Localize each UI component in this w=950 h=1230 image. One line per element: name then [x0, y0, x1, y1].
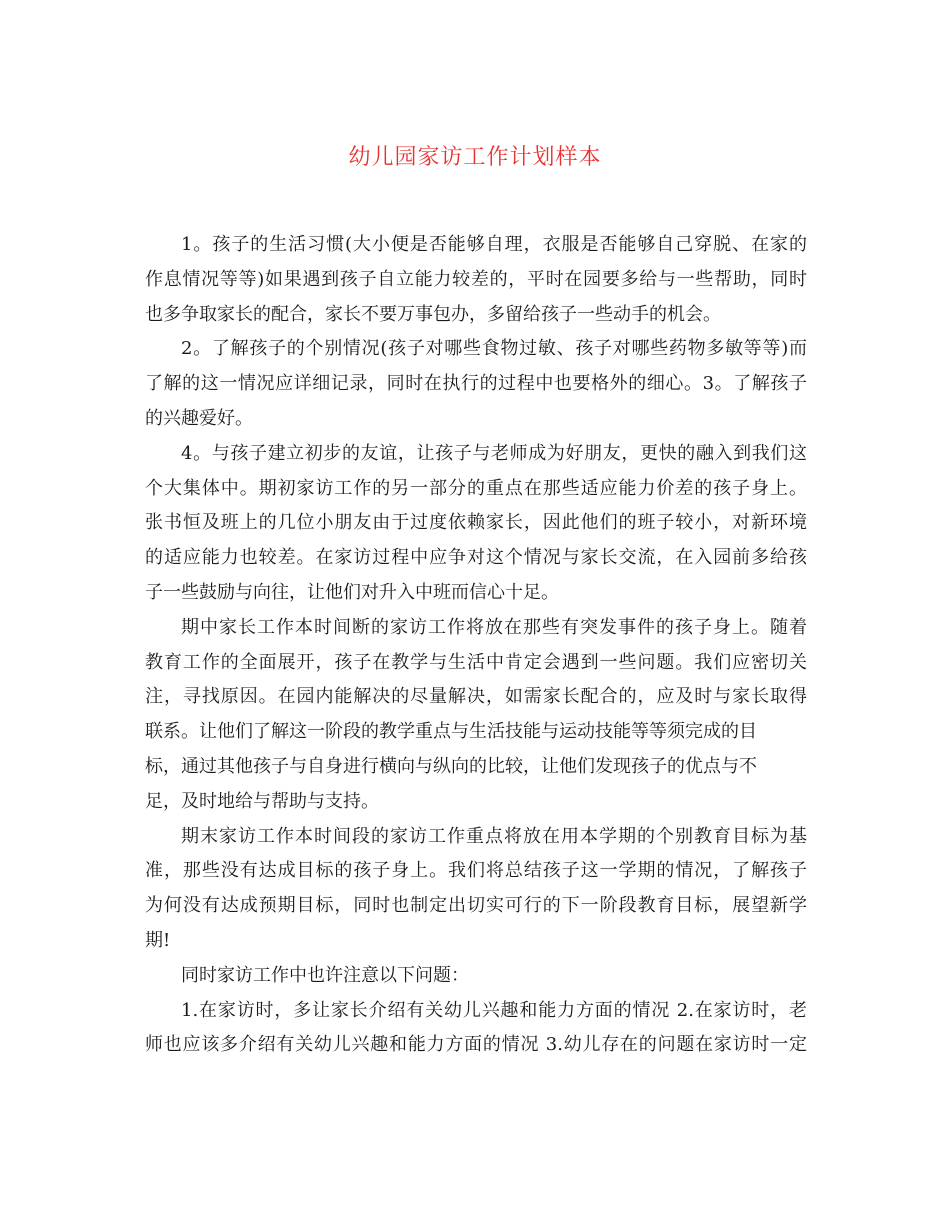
text-line: 的适应能力也较差。在家访过程中应争对这个情况与家长交流，在入园前多给孩 [145, 547, 807, 569]
text-line: 为何没有达成预期目标，同时也制定出切实可行的下一阶段教育目标，展望新学 [145, 895, 807, 917]
text-line: 作息情况等等)如果遇到孩子自立能力较差的，平时在园要多给与一些帮助，同时 [145, 268, 807, 290]
text-line: 标，通过其他孩子与自身进行横向与纵向的比较，让他们发现孩子的优点与不 [145, 755, 757, 777]
text-line: 4。与孩子建立初步的友谊，让孩子与老师成为好朋友，更快的融入到我们这 [181, 442, 807, 464]
text-line: 准，那些没有达成目标的孩子身上。我们将总结孩子这一学期的情况，了解孩子 [145, 860, 807, 882]
text-line: 张书恒及班上的几位小朋友由于过度依赖家长，因此他们的班子较小，对新环境 [145, 512, 807, 534]
text-line: 个大集体中。期初家访工作的另一部分的重点在那些适应能力价差的孩子身上。 [145, 477, 807, 499]
text-line: 1。孩子的生活习惯(大小便是否能够自理，衣服是否能够自己穿脱、在家的 [181, 234, 807, 255]
text-line: 联系。让他们了解这一阶段的教学重点与生活技能与运动技能等等须完成的目 [145, 721, 757, 743]
text-line: 教育工作的全面展开，孩子在教学与生活中肯定会遇到一些问题。我们应密切关 [145, 651, 807, 673]
text-line: 师也应该多介绍有关幼儿兴趣和能力方面的情况 3.幼儿存在的问题在家访时一定 [145, 1034, 807, 1056]
text-line: 期末家访工作本时间段的家访工作重点将放在用本学期的个别教育目标为基 [181, 825, 807, 847]
document-title: 幼儿园家访工作计划样本 [348, 145, 602, 170]
text-line: 期! [145, 929, 171, 951]
text-line: 的兴趣爱好。 [145, 407, 253, 429]
text-line: 同时家访工作中也许注意以下问题： [181, 964, 469, 986]
text-line: 了解的这一情况应详细记录，同时在执行的过程中也要格外的细心。3。了解孩子 [145, 373, 807, 395]
text-line: 1.在家访时，多让家长介绍有关幼儿兴趣和能力方面的情况 2.在家访时，老 [181, 999, 807, 1021]
text-line: 也多争取家长的配合，家长不要万事包办，多留给孩子一些动手的机会。 [145, 303, 721, 325]
text-line: 期中家长工作本时间断的家访工作将放在那些有突发事件的孩子身上。随着 [181, 616, 807, 638]
text-line: 子一些鼓励与向往，让他们对升入中班而信心十足。 [145, 581, 559, 603]
text-line: 足，及时地给与帮助与支持。 [145, 790, 379, 812]
text-line: 注，寻找原因。在园内能解决的尽量解决，如需家长配合的，应及时与家长取得 [145, 686, 807, 708]
text-line: 2。了解孩子的个别情况(孩子对哪些食物过敏、孩子对哪些药物多敏等等)而 [181, 338, 807, 360]
document-body [145, 228, 807, 1063]
